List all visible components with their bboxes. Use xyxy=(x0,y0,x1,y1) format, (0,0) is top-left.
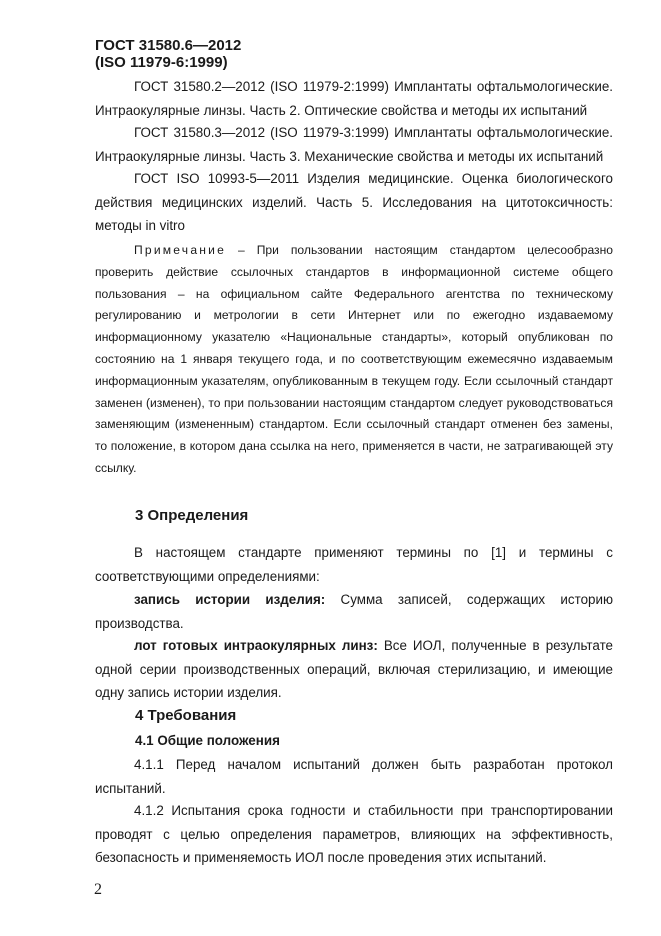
definition-text: Все ИОЛ, полученные в результате одной серии производственных операций, включая стерилизацию, и имеющие одну запись истории изделия. xyxy=(95,638,613,700)
note-label: Примечание xyxy=(134,243,226,257)
section-4-paragraph: 4.1.1 Перед началом испытаний должен быть разработан протокол испытаний. xyxy=(95,757,613,796)
reference-item: ГОСТ 31580.3—2012 (ISO 11979-3:1999) Имплантаты офтальмологические. Интраокулярные линзы. Часть 3. Механические свойства и методы их испытаний xyxy=(95,125,613,164)
definition-item xyxy=(95,634,613,705)
note-text: – При пользовании настоящим стандартом целесообразно проверить действие ссылочных стандартов в информационной системе общего пользования – на официальном сайте Федерального агентства по техническому регулированию и метрологии в сети Интернет или по ежегодно издаваемому информационному указателю «Национальные стандарты», который опубликован по состоянию на 1 января текущего года, и по соответствующим ежемесячно издаваемым информационным указателям, опубликованным в текущем году. Если ссылочный стандарт заменен (изменен), то при пользовании настоящим стандартом следует руководствоваться заменяющим (измененным) стандартом. Если ссылочный стандарт отменен без замены, то положение, в котором дана ссылка на него, применяется в части, не затрагивающей эту ссылку. xyxy=(95,243,613,475)
section-4-paragraph: 4.1.2 Испытания срока годности и стабильности при транспортировании проводят с целью определения параметров, влияющих на эффективность, безопасность и применяемость ИОЛ после проведения этих испытаний. xyxy=(95,803,613,865)
reference-item: ГОСТ ISO 10993-5—2011 Изделия медицинские. Оценка биологического действия медицинских изделий. Часть 5. Исследования на цитотоксичность: методы in vitro xyxy=(95,171,613,233)
section-3-intro: В настоящем стандарте применяют термины по [1] и термины с соответствующими определениями: xyxy=(95,545,613,584)
definition-term: запись истории изделия: xyxy=(134,592,326,607)
section-3-title: 3 Определения xyxy=(135,507,249,524)
definition-term: лот готовых интраокулярных линз: xyxy=(134,638,378,653)
document-header xyxy=(95,37,241,71)
note-paragraph xyxy=(95,240,613,480)
definition-text: Сумма записей, содержащих историю производства. xyxy=(95,592,613,631)
iso-reference: (ISO 11979-6:1999) xyxy=(95,54,228,71)
definition-item xyxy=(95,588,613,635)
reference-item: ГОСТ 31580.2—2012 (ISO 11979-2:1999) Имплантаты офтальмологические. Интраокулярные линзы. Часть 2. Оптические свойства и методы их испытаний xyxy=(95,79,613,118)
subsection-4-1-title: 4.1 Общие положения xyxy=(135,733,280,748)
standard-number: ГОСТ 31580.6—2012 xyxy=(95,37,242,54)
section-4-title: 4 Требования xyxy=(135,707,237,724)
page-number: 2 xyxy=(94,881,102,898)
